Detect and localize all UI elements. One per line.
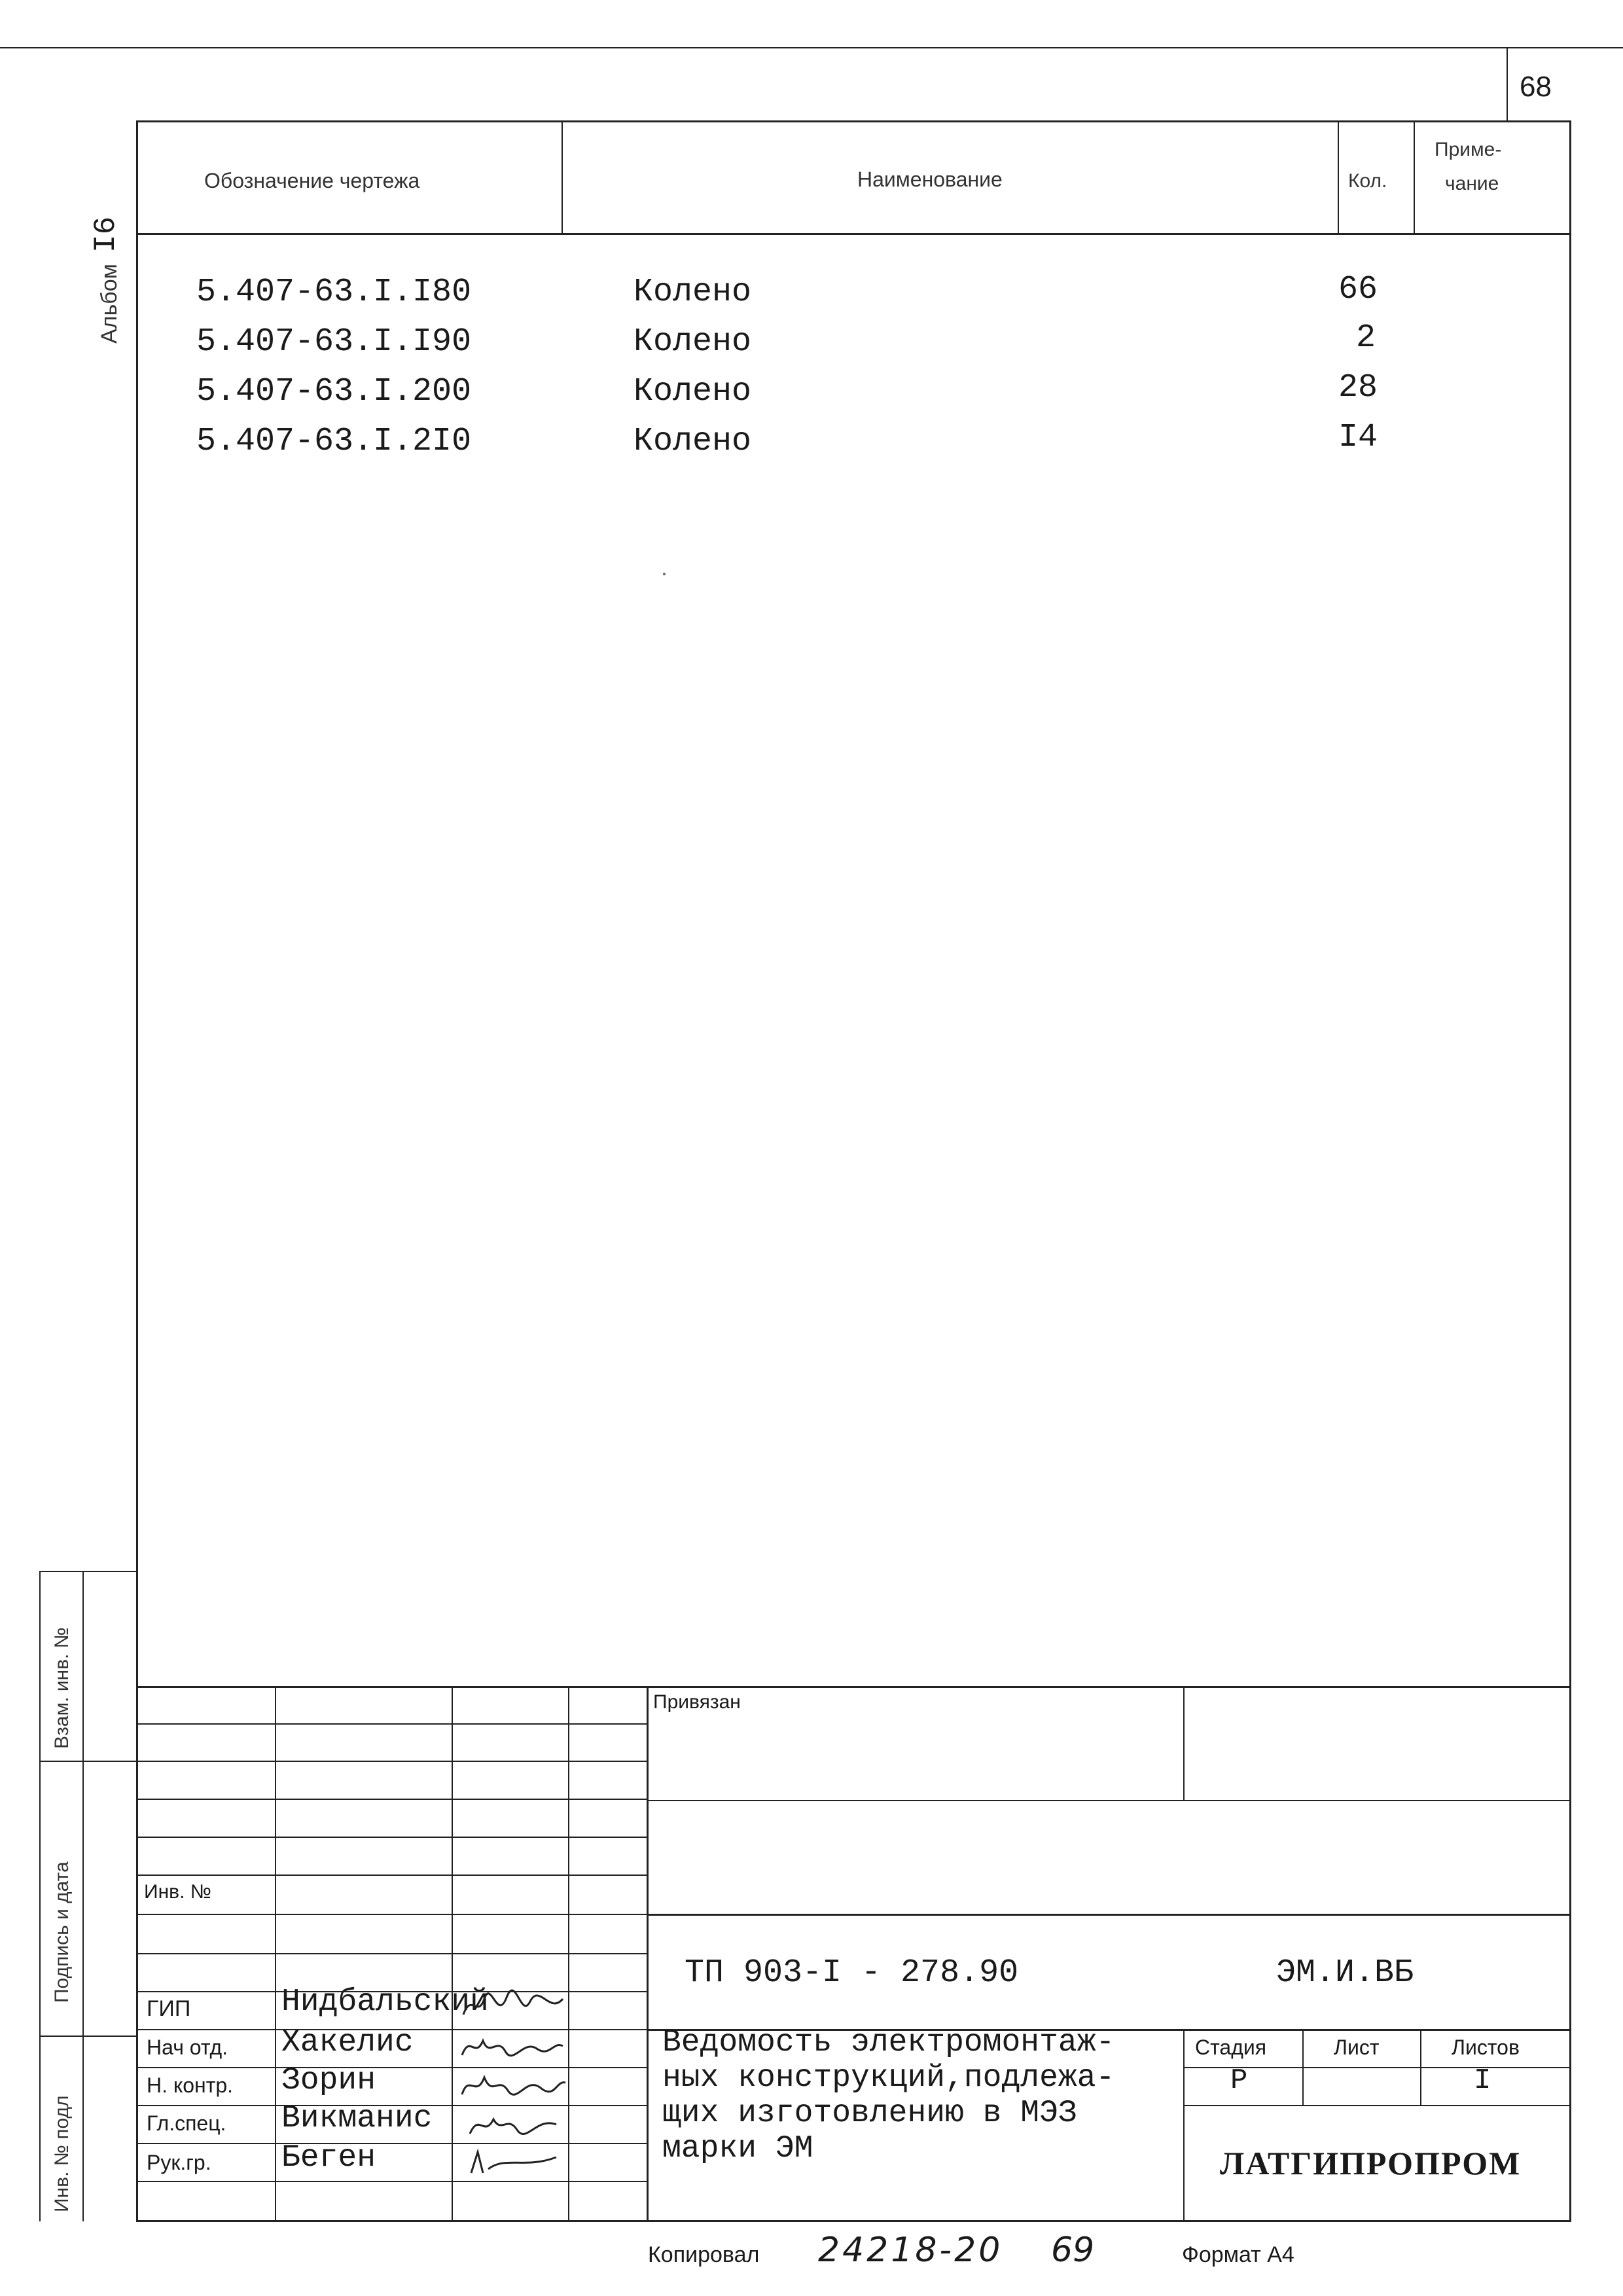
- format-label: Формат А4: [1182, 2242, 1294, 2267]
- tb-row-line: [136, 2181, 648, 2182]
- row-3-name: Колено: [633, 373, 752, 410]
- row-1-name: Колено: [633, 274, 752, 311]
- header-designation: Обозначение чертежа: [204, 169, 420, 192]
- side-stamp-inner: [82, 1571, 84, 2221]
- signer-role-gl-spec: Гл.спец.: [147, 2111, 226, 2135]
- signer-name-nach-otd: Хакелис: [281, 2025, 414, 2060]
- tb-right-line-1: [648, 1800, 1571, 1801]
- tb-row-line: [136, 1914, 648, 1915]
- doc-code: ТП 903-I - 278.90: [685, 1954, 1019, 1992]
- side-stamp-left: [39, 1571, 41, 2221]
- stage-value: Р: [1230, 2064, 1248, 2097]
- tb-row-line: [136, 1837, 648, 1838]
- side-label-inv-podl: Инв. № подл: [51, 2095, 73, 2212]
- row-4-designation: 5.407-63.I.2I0: [196, 423, 472, 460]
- row-2-designation: 5.407-63.I.I90: [196, 323, 472, 361]
- frame-bottom: [136, 2220, 1571, 2222]
- header-name: Наименование: [857, 168, 1003, 191]
- side-label-vzam-inv: Взам. инв. №: [51, 1627, 73, 1749]
- signer-role-ruk-gr: Рук.гр.: [147, 2151, 211, 2174]
- album-label: Альбом: [97, 264, 122, 344]
- signature-ruk-gr: [466, 2143, 564, 2181]
- sheet-label: Лист: [1334, 2036, 1380, 2059]
- signer-name-ruk-gr: Беген: [281, 2140, 376, 2176]
- signer-role-n-kontr: Н. контр.: [147, 2073, 234, 2097]
- side-stamp-div-1: [39, 1761, 137, 1762]
- tb-row-line: [136, 1723, 648, 1725]
- inv-no-label: Инв. №: [144, 1881, 211, 1903]
- sheets-label: Листов: [1452, 2036, 1520, 2059]
- row-2-qty: 2: [1356, 319, 1376, 357]
- tb-row-line: [136, 1953, 648, 1954]
- stage-label: Стадия: [1195, 2036, 1267, 2059]
- signature-gip: [458, 1986, 576, 2029]
- privyazan-label: Привязан: [653, 1691, 741, 1713]
- frame-right: [1569, 120, 1571, 2221]
- sheets-value: I: [1474, 2064, 1491, 2097]
- page-number: 68: [1520, 71, 1552, 103]
- header-qty: Кол.: [1348, 170, 1387, 192]
- side-stamp-top: [39, 1571, 137, 1572]
- copied-sheet: 69: [1051, 2231, 1095, 2270]
- signature-gl-spec: [465, 2105, 569, 2143]
- frame-left: [136, 120, 138, 2221]
- tb-right-line-2: [648, 1914, 1571, 1916]
- header-note-line2: чание: [1445, 173, 1499, 194]
- tb-row-line: [136, 1799, 648, 1800]
- side-stamp-div-2: [39, 2036, 137, 2037]
- signer-name-gip: Нидбальский: [281, 1984, 489, 2020]
- title-line-4: марки ЭМ: [662, 2131, 813, 2166]
- row-4-name: Колено: [633, 423, 752, 460]
- row-3-qty: 28: [1338, 369, 1378, 406]
- tb-row-line: [136, 1761, 648, 1762]
- header-divider-1: [562, 120, 563, 234]
- header-divider-3: [1414, 120, 1415, 234]
- signer-role-nach-otd: Нач отд.: [147, 2036, 228, 2059]
- row-3-designation: 5.407-63.I.200: [196, 373, 472, 410]
- row-4-qty: I4: [1338, 419, 1378, 456]
- title-line-2: ных конструкций,подлежа-: [662, 2060, 1115, 2096]
- tb-stage-left: [1183, 2029, 1185, 2221]
- copied-label: Копировал: [648, 2242, 760, 2267]
- side-label-podpis-data: Подпись и дата: [51, 1861, 73, 2003]
- signer-name-n-kontr: Зорин: [281, 2063, 376, 2098]
- tb-row-line: [136, 2067, 648, 2068]
- row-1-qty: 66: [1338, 271, 1378, 308]
- row-1-designation: 5.407-63.I.I80: [196, 274, 472, 311]
- doc-mark: ЭМ.И.ВБ: [1276, 1954, 1414, 1992]
- signer-role-gip: ГИП: [147, 1996, 191, 2021]
- tb-stage-bottom: [1183, 2105, 1571, 2106]
- copied-number: 24218-20: [818, 2231, 1003, 2270]
- page-number-divider: [1507, 47, 1508, 120]
- title-line-3: щих изготовлению в МЭЗ: [662, 2096, 1077, 2131]
- tb-privyazan-divider: [1183, 1686, 1185, 1801]
- header-bottom-line: [136, 233, 1571, 235]
- frame-top: [136, 120, 1571, 122]
- header-note-line1: Приме-: [1435, 139, 1502, 160]
- title-block-top: [136, 1686, 1571, 1688]
- album-number: I6: [89, 216, 123, 253]
- signature-n-kontr: [458, 2067, 569, 2105]
- header-divider-2: [1338, 120, 1339, 234]
- row-2-name: Колено: [633, 323, 752, 361]
- tb-row-line: [136, 1874, 648, 1876]
- signer-name-gl-spec: Викманис: [281, 2101, 433, 2136]
- scan-speck: [663, 573, 666, 575]
- title-line-1: Ведомость электромонтаж-: [662, 2025, 1115, 2060]
- top-edge-line: [0, 47, 1623, 48]
- organization-name: ЛАТГИПРОПРОМ: [1220, 2145, 1522, 2181]
- signature-nach-otd: [458, 2029, 569, 2067]
- tb-row-line: [136, 2143, 648, 2144]
